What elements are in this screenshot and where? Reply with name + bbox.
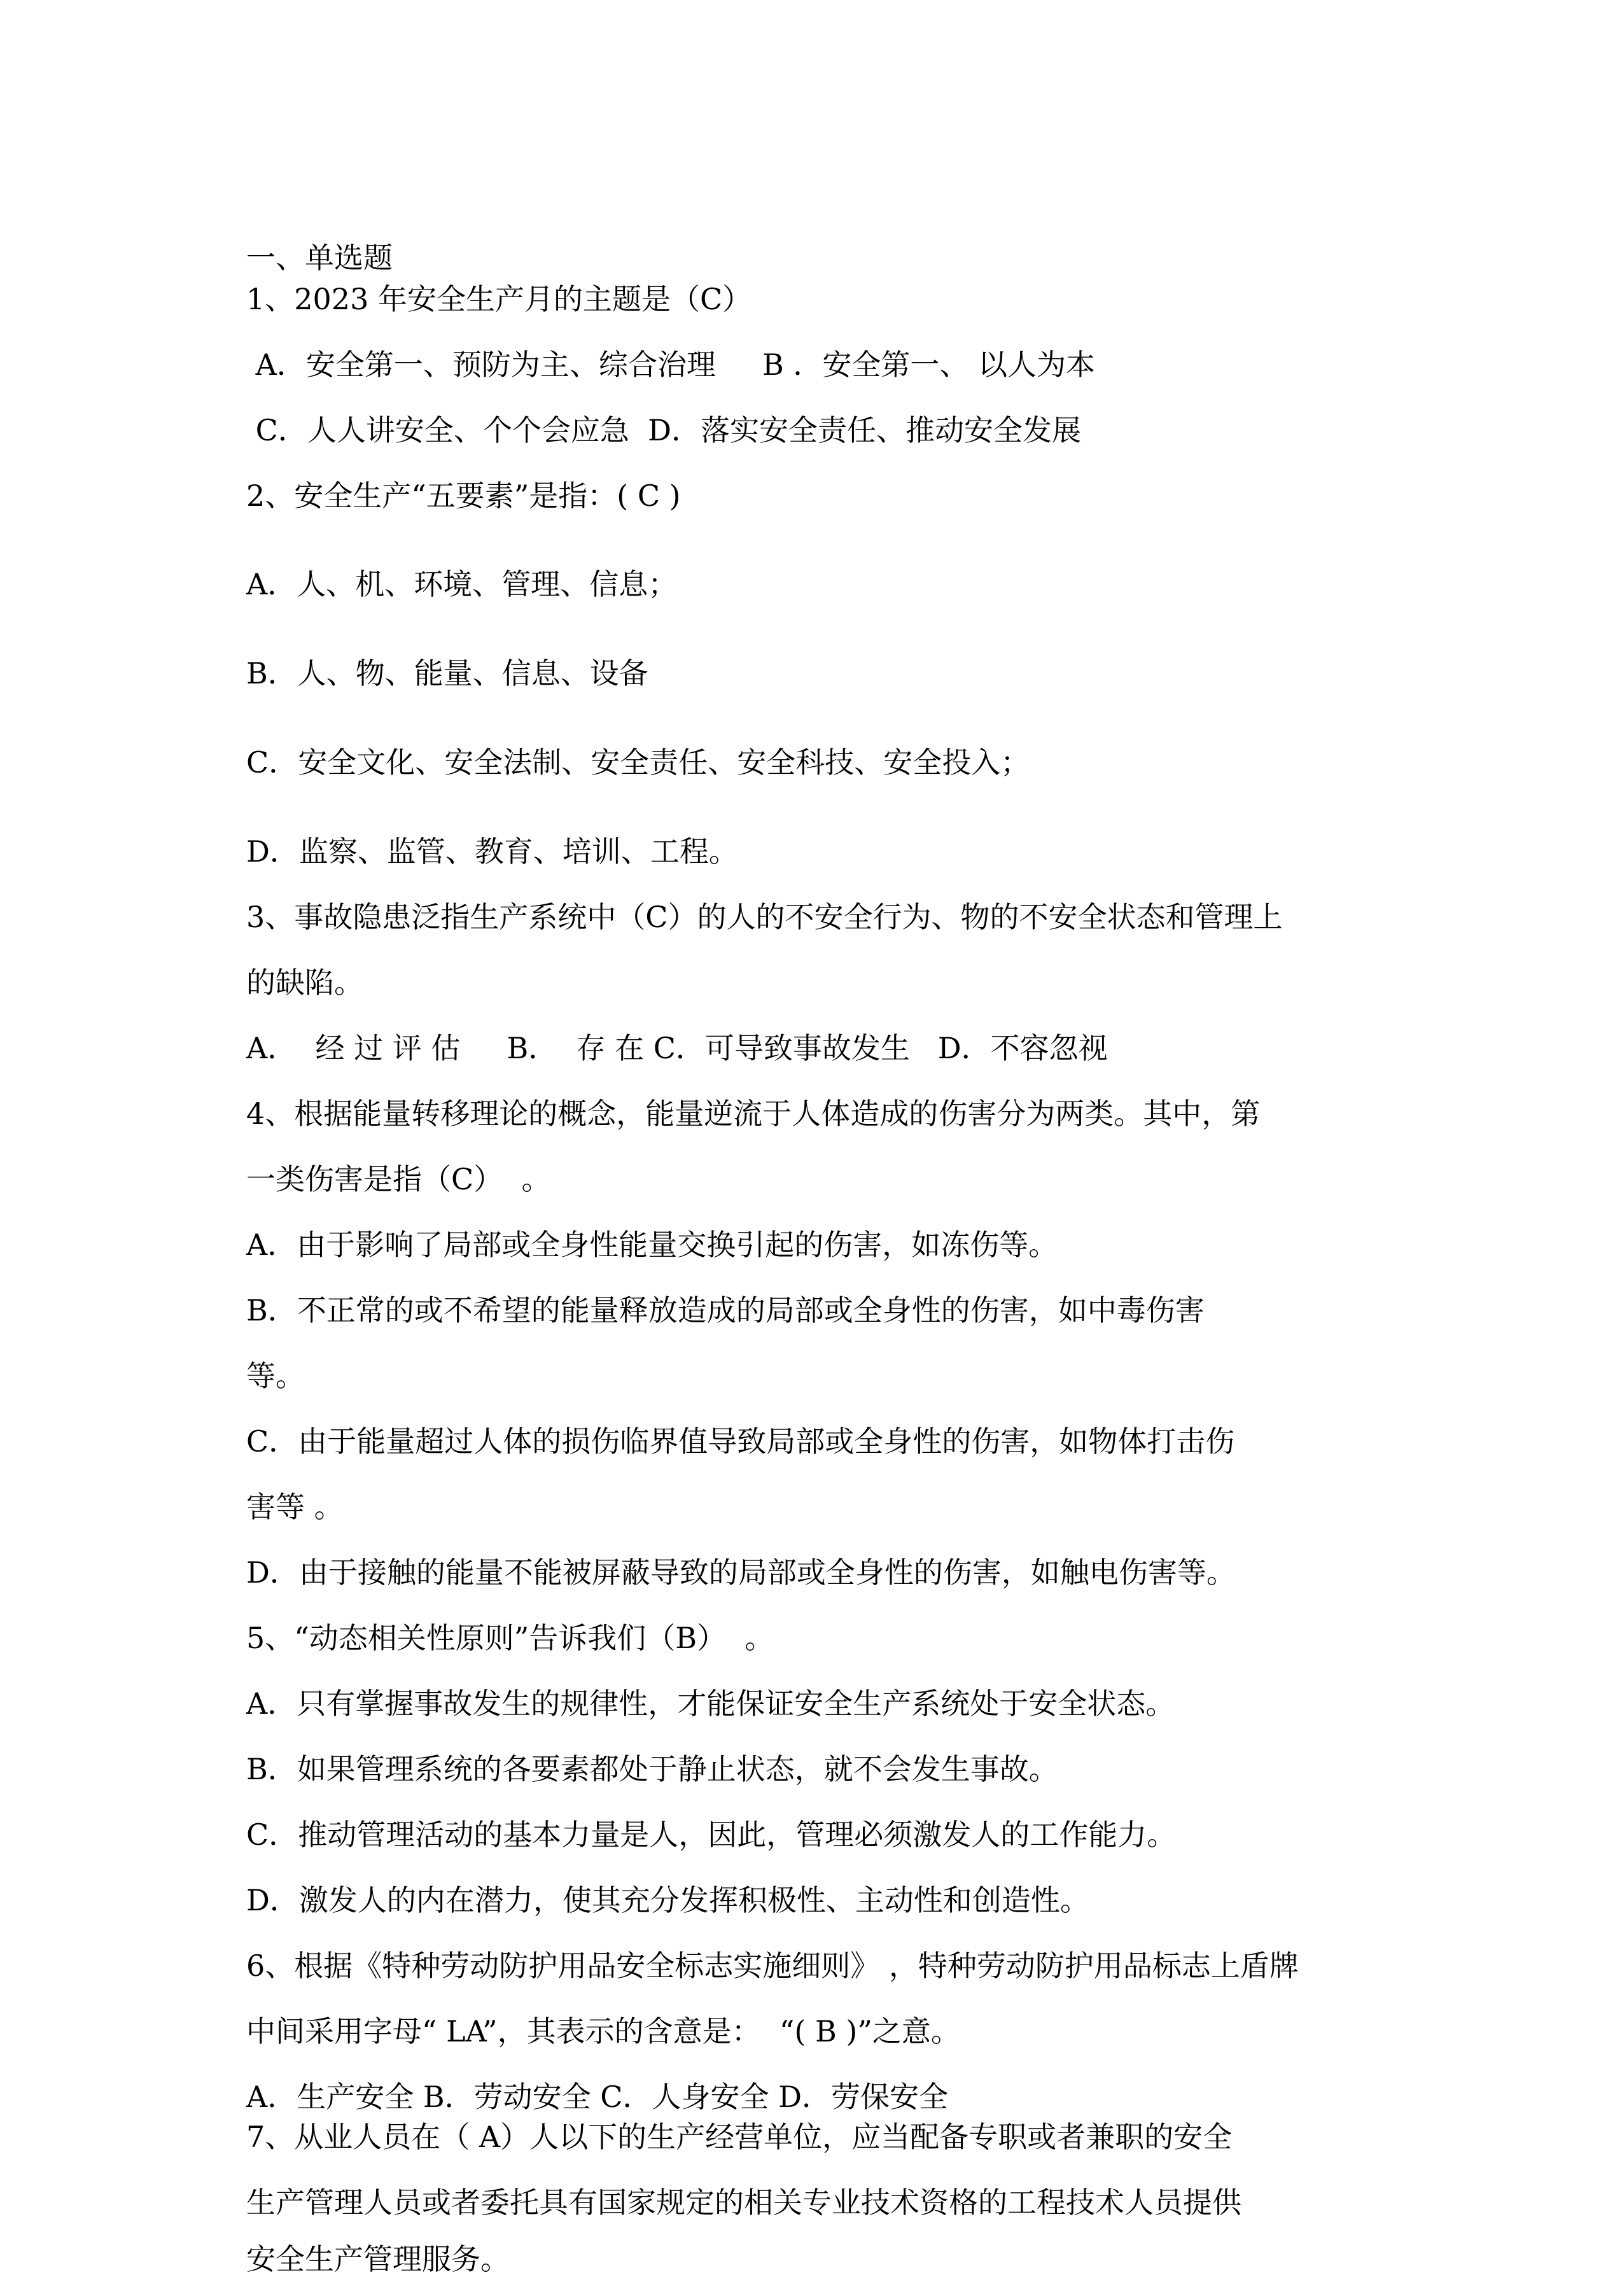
question-5-option-c: C．推动管理活动的基本力量是人，因此，管理必须激发人的工作能力。 <box>246 1817 1177 1852</box>
question-2-stem: 2、安全生产“五要素”是指：( C ) <box>246 479 681 513</box>
question-4-stem-line-1: 4、根据能量转移理论的概念，能量逆流于人体造成的伤害分为两类。其中，第 <box>246 1096 1261 1131</box>
question-5-option-a: A．只有掌握事故发生的规律性，才能保证安全生产系统处于安全状态。 <box>246 1686 1175 1721</box>
question-4-option-a: A．由于影响了局部或全身性能量交换引起的伤害，如冻伤等。 <box>246 1228 1058 1262</box>
question-4-option-b-line-1: B．不正常的或不希望的能量释放造成的局部或全身性的伤害，如中毒伤害 <box>246 1293 1205 1327</box>
question-2-option-b: B．人、物、能量、信息、设备 <box>246 656 648 690</box>
question-3-options: A． 经 过 评 估 B． 存 在 C．可导致事故发生 D．不容忽视 <box>246 1031 1108 1065</box>
question-6-stem-line-1: 6、根据《特种劳动防护用品安全标志实施细则》 ，特种劳动防护用品标志上盾牌 <box>246 1949 1299 1983</box>
question-4-option-c-line-2: 害等 。 <box>246 1490 344 1524</box>
question-7-stem-line-1: 7、从业人员在（ A）人以下的生产经营单位，应当配备专职或者兼职的安全 <box>246 2120 1233 2154</box>
question-3-stem-line-1: 3、事故隐患泛指生产系统中（C）的人的不安全行为、物的不安全状态和管理上 <box>246 900 1283 934</box>
question-3-stem-line-2: 的缺陷。 <box>246 965 363 1000</box>
question-2-option-a: A．人、机、环境、管理、信息； <box>246 567 678 601</box>
question-7-stem-line-3: 安全生产管理服务。 <box>246 2242 510 2276</box>
question-7-stem-line-2: 生产管理人员或者委托具有国家规定的相关专业技术资格的工程技术人员提供 <box>246 2185 1241 2220</box>
question-6-options: A．生产安全 B．劳动安全 C．人身安全 D．劳保安全 <box>246 2080 948 2114</box>
question-5-option-d: D．激发人的内在潜力，使其充分发挥积极性、主动性和创造性。 <box>246 1883 1089 1917</box>
section-title: 一、单选题 <box>246 241 393 275</box>
question-2-option-d: D．监察、监管、教育、培训、工程。 <box>246 834 738 869</box>
question-4-stem-line-2: 一类伤害是指（C） 。 <box>246 1162 551 1196</box>
question-5-stem: 5、“动态相关性原则”告诉我们（B） 。 <box>246 1621 774 1655</box>
question-4-option-b-line-2: 等。 <box>246 1359 305 1393</box>
question-1-stem: 1、2023 年安全生产月的主题是（C） <box>246 282 752 316</box>
question-6-stem-line-2: 中间采用字母“ LA”，其表示的含意是： “( B )”之意。 <box>246 2014 960 2048</box>
question-5-option-b: B．如果管理系统的各要素都处于静止状态，就不会发生事故。 <box>246 1752 1058 1786</box>
question-4-option-d: D．由于接触的能量不能被屏蔽导致的局部或全身性的伤害，如触电伤害等。 <box>246 1555 1236 1590</box>
question-4-option-c-line-1: C．由于能量超过人体的损伤临界值导致局部或全身性的伤害，如物体打击伤 <box>246 1424 1235 1459</box>
question-2-option-c: C．安全文化、安全法制、安全责任、安全科技、安全投入； <box>246 745 1030 780</box>
question-1-options-cd: C．人人讲安全、个个会应急 D．落实安全责任、推动安全发展 <box>246 413 1081 447</box>
question-1-options-ab: A．安全第一、预防为主、综合治理 B ．安全第一、 以人为本 <box>246 347 1095 382</box>
